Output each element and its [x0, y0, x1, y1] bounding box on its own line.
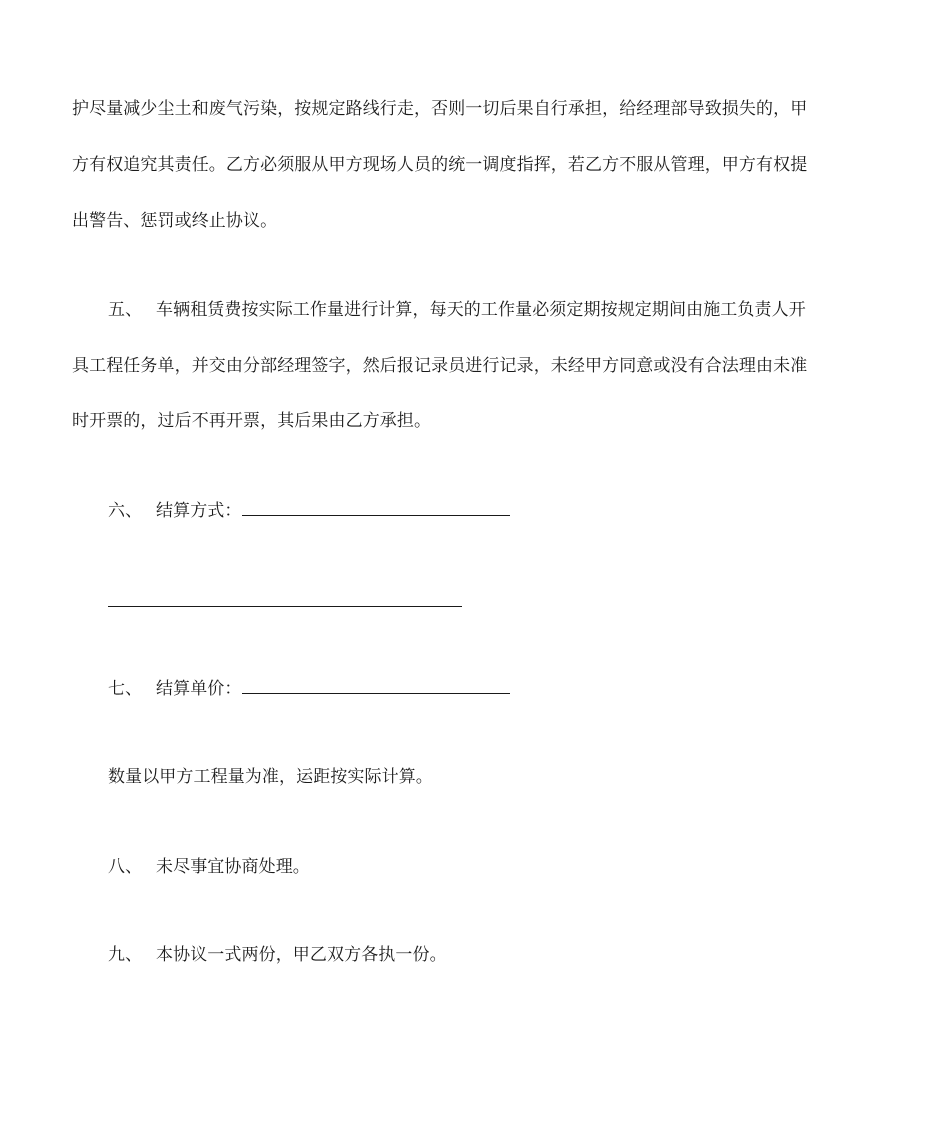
clause4-line2: 方有权追究其责任。乙方必须服从甲方现场人员的统一调度指挥，若乙方不服从管理，甲方有权提 [72, 155, 808, 175]
clause8-text: 未尽事宜协商处理。 [156, 857, 310, 877]
clause5-line3: 时开票的，过后不再开票，其后果由乙方承担。 [72, 411, 432, 431]
clause8-number: 八、 [108, 857, 143, 877]
clause7-note: 数量以甲方工程量为准，运距按实际计算。 [108, 767, 433, 787]
clause8 [108, 856, 898, 878]
clause4-line1: 护尽量减少尘土和废气污染，按规定路线行走，否则一切后果自行承担，给经理部导致损失的，甲 [72, 99, 808, 119]
clause9-text: 本协议一式两份，甲乙双方各执一份。 [156, 945, 447, 965]
clause7-unit-price [108, 678, 898, 700]
clause5-line2: 具工程任务单，并交由分部经理签字，然后报记录员进行记录，未经甲方同意或没有合法理由未准 [72, 356, 808, 376]
clause9-number: 九、 [108, 945, 143, 965]
clause6-number: 六、 [108, 501, 143, 521]
clause7-number: 七、 [108, 679, 143, 699]
settlement-method-blank-line2 [108, 606, 462, 607]
clause4-line3: 出警告、惩罚或终止协议。 [72, 211, 278, 231]
clause9 [108, 944, 898, 966]
unit-price-blank [242, 679, 510, 694]
clause7-label: 结算单价： [156, 679, 242, 699]
clause5-first-line [108, 299, 898, 321]
clause5-number: 五、 [108, 300, 143, 320]
settlement-method-blank [242, 501, 510, 516]
clause6-settlement-method [108, 500, 898, 522]
clause5-text-line1: 车辆租赁费按实际工作量进行计算，每天的工作量必须定期按规定期间由施工负责人开 [156, 300, 806, 320]
clause6-label: 结算方式： [156, 501, 242, 521]
